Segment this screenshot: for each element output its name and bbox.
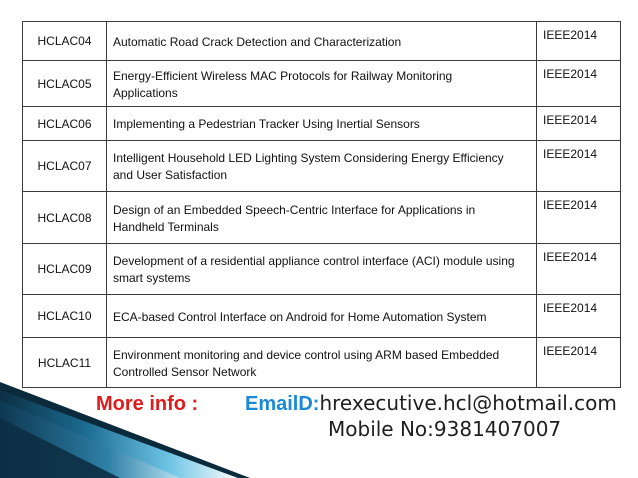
project-title [107,192,537,244]
project-year: IEEE2014 [537,338,621,388]
project-title [107,141,537,192]
project-title-line: ECA-based Control Interface on Android for Home Automation System [113,309,487,324]
project-title-line: Intelligent Household LED Lighting System Considering Energy Efficiency [113,151,504,165]
project-code: HCLAC07 [23,141,107,192]
project-year: IEEE2014 [537,61,621,107]
project-title-line: Applications [113,85,178,100]
table-row [23,22,621,61]
project-title [107,22,537,61]
project-code: HCLAC06 [23,107,107,141]
email-line [245,391,617,416]
project-code: HCLAC10 [23,295,107,338]
table-row [23,107,621,141]
project-title-line: Handheld Terminals [113,219,219,234]
project-title-line: and User Satisfaction [113,168,228,182]
project-title-line: Development of a residential appliance control interface (ACI) module using [113,254,515,268]
email-label: EmailD: [245,393,320,415]
project-title-line: Design of an Embedded Speech-Centric Interface for Applications in [113,202,476,217]
table-row [23,192,621,244]
project-code: HCLAC09 [23,244,107,295]
projects-table [22,21,621,388]
project-year: IEEE2014 [537,295,621,338]
project-title [107,244,537,295]
project-code: HCLAC05 [23,61,107,107]
project-title-line: Energy-Efficient Wireless MAC Protocols for Railway Monitoring [113,68,453,83]
table-row [23,295,621,338]
project-title-line: Controlled Sensor Network [113,364,257,379]
project-year: IEEE2014 [537,244,621,295]
project-year: IEEE2014 [537,22,621,61]
table-row [23,61,621,107]
project-year: IEEE2014 [537,141,621,192]
project-code: HCLAC11 [23,338,107,388]
more-info-label: More info : [96,393,199,415]
project-title-line: smart systems [113,271,191,285]
table-row [23,141,621,192]
project-title-line: Implementing a Pedestrian Tracker Using Inertial Sensors [113,117,420,131]
project-title-line: Environment monitoring and device control using ARM based Embedded [113,347,500,362]
project-year: IEEE2014 [537,192,621,244]
project-title [107,107,537,141]
email-link[interactable]: hrexecutive.hcl@hotmail.com [319,391,617,415]
project-code: HCLAC08 [23,192,107,244]
project-title [107,295,537,338]
project-title-line: Automatic Road Crack Detection and Characterization [113,34,402,49]
project-title [107,61,537,107]
mobile-number: Mobile No:9381407007 [328,417,562,441]
table-row [23,244,621,295]
project-code: HCLAC04 [23,22,107,61]
project-year: IEEE2014 [537,107,621,141]
